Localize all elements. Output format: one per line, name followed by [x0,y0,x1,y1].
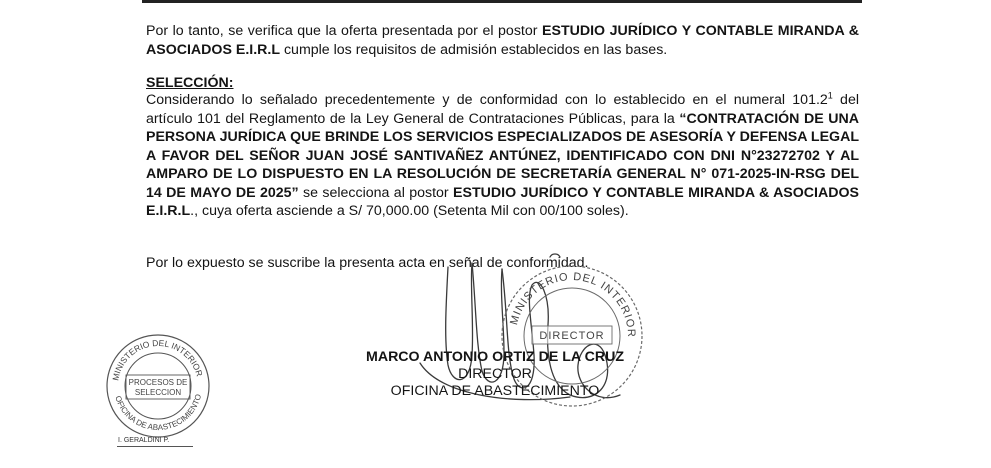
caption-rule [117,446,193,447]
selection-process-stamp [104,332,212,440]
right-stamp-ring-text: MINISTERIO DEL INTERIOR [508,270,638,339]
paragraph1-text-a: Por lo tanto, se verifica que la oferta presentada por el postor [146,23,543,39]
stamp-caption: I. GERALDINI P. [118,437,170,444]
selection-heading: SELECCIÓN: [146,75,234,91]
bidder-name: ESTUDIO JURÍDICO Y CONTABLE MIRANDA & ASOCIADOS E.I.R.L [146,23,859,58]
paragraph1-text-b: cumple los requisitos de admisión establecidos en las bases. [280,41,668,58]
right-stamp-center-text: DIRECTOR [539,330,605,342]
selection-text-a: Considerando lo señalado precedentemente y de conformidad con lo establecido en el numeral 101.2 [146,92,828,108]
left-stamp-center-line2: SELECCION [134,388,182,397]
contract-title: “CONTRATACIÓN DE UNA PERSONA JURÍDICA QUE BRINDE LOS SERVICIOS ESPECIALIZADOS DE ASESORÍA Y DEFENSA LEGAL A FAVOR DEL SEÑOR JUAN JOSÉ SANTIVAÑEZ ANTÚNEZ, IDENTIFICADO CON DNI N°23272702 Y AL AMPARO DE LO DISPUESTO EN LA RESOLUCIÓN DE SECRETARÍA GENERAL N° 071-2025-IN-RSG DEL 14 DE MAYO DE 2025” [146,110,859,201]
left-stamp-center-line1: PROCESOS DE [128,378,188,387]
top-rule [142,0,862,3]
selection-text-d: ., cuya oferta asciende a S/ 70,000.00 (Setenta Mil con 00/100 soles). [190,203,629,219]
left-stamp-ring-top: MINISTERIO DEL INTERIOR [110,337,205,382]
selection-paragraph [146,91,859,221]
signatory-title: DIRECTOR [458,366,532,382]
selection-text-b: del artículo 101 del Reglamento de la Ley General de Contrataciones Públicas, para la [146,92,859,127]
selection-text-c: se selecciona al postor [298,184,454,201]
signature-block [330,349,660,400]
closing-paragraph: Por lo expuesto se suscribe la presenta acta en señal de conformidad. [146,255,589,271]
left-stamp-ring-bottom: OFICINA DE ABASTECIMIENTO [113,393,204,433]
footnote-reference: 1 [827,90,833,101]
signatory-office: OFICINA DE ABASTECIMIENTO [390,383,600,399]
selected-bidder-name: ESTUDIO JURÍDICO Y CONTABLE MIRANDA & ASOCIADOS E.I.R.L [146,184,859,219]
signatory-name: MARCO ANTONIO ORTIZ DE LA CRUZ [366,349,624,365]
admission-paragraph [146,22,859,59]
